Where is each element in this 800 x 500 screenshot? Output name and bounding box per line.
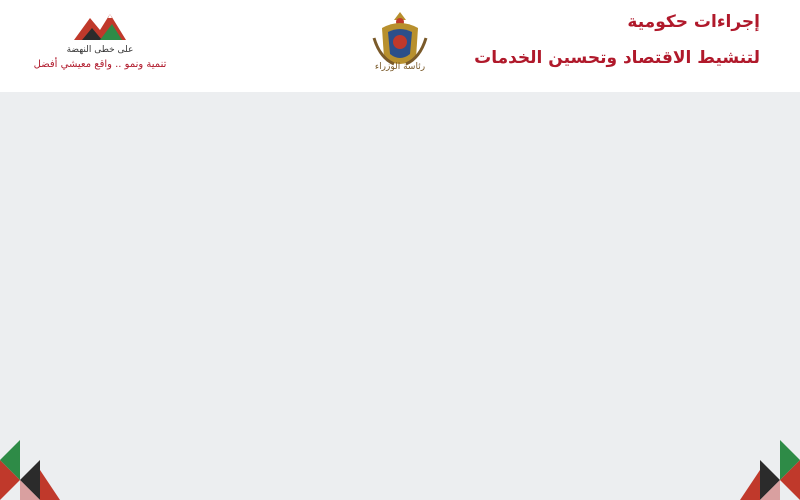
page-subtitle: لتنشيط الاقتصاد وتحسين الخدمات (474, 48, 760, 68)
header-area (0, 0, 800, 92)
jordan-flag-logo-icon (72, 10, 128, 44)
decorative-pattern-icon (740, 410, 800, 500)
board (0, 92, 800, 500)
logo-slogan: تنمية ونمو .. واقع معيشي أفضل (33, 59, 167, 70)
page-title: إجراءات حكومية (627, 12, 760, 32)
logo-tagline: على خطى النهضة (66, 45, 134, 55)
crest-caption: رئاسة الوزراء (374, 62, 426, 72)
decorative-pattern-icon (0, 410, 60, 500)
